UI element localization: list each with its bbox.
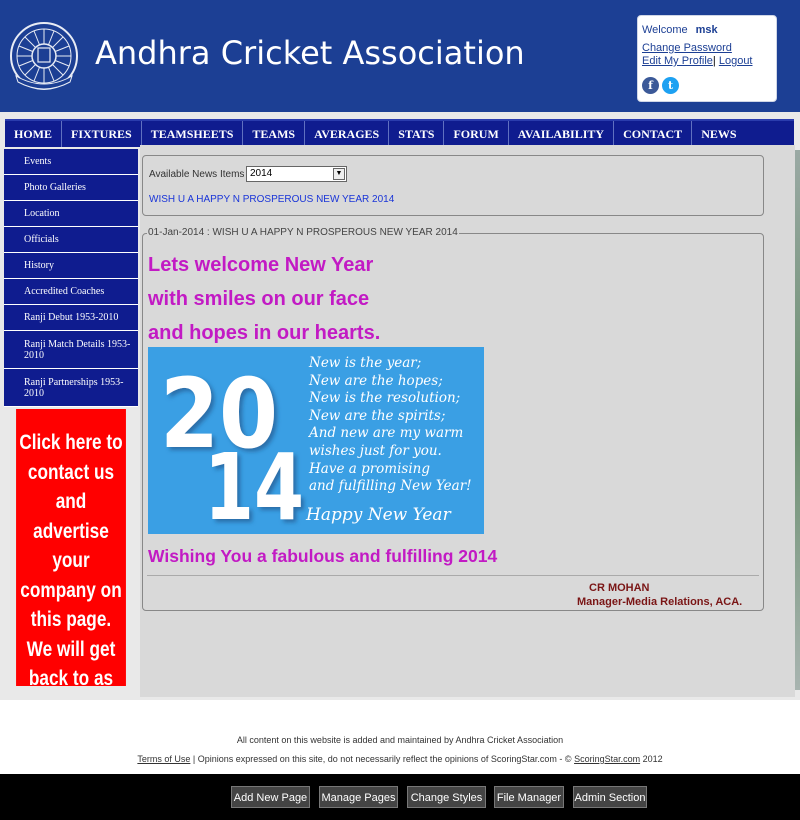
article-line-3: and hopes in our hearts. [148,322,381,344]
year-2014-graphic [148,347,308,541]
sidebar-item-photo-galleries[interactable]: Photo Galleries [4,175,138,201]
manage-pages-button[interactable]: Manage Pages [319,786,398,808]
poem-line: wishes just for you. [309,442,442,459]
edit-profile-link[interactable]: Edit My Profile [642,55,713,67]
change-password-link[interactable]: Change Password [642,42,732,54]
facebook-icon[interactable]: f [642,77,659,94]
news-year-select[interactable] [246,166,347,182]
admin-toolbar [0,774,800,820]
poem-line: New is the year; [309,355,422,371]
sidebar-item-location[interactable]: Location [4,201,138,227]
add-new-page-button[interactable]: Add New Page [231,786,310,808]
user-links [642,42,772,68]
poem-line: New is the resolution; [309,390,461,407]
nav-averages[interactable]: AVERAGES [305,121,389,147]
new-year-poem [309,355,472,496]
year-top-digits: 20 [160,358,278,470]
footer-maintained: All content on this website is added and maintained by Andhra Cricket Association [236,735,564,745]
link-separator: | [712,55,716,67]
footer-disclaimer: | Opinions expressed on this site, do not necessarily reflect the opinions of ScoringStar.com - © [190,754,575,764]
main-nav [5,119,794,147]
sidebar-item-events[interactable]: Events [4,149,138,175]
nav-teamsheets[interactable]: TEAMSHEETS [142,121,244,147]
poem-line: And new are my warm [309,425,464,442]
article-wish: Wishing You a fabulous and fulfilling 2014 [148,546,498,566]
username: msk [695,24,718,36]
article-line-1: Lets welcome New Year [148,254,374,276]
signature-title: Manager-Media Relations, ACA. [577,596,743,608]
scoringstar-link[interactable]: ScoringStar.com [574,754,641,764]
site-title: Andhra Cricket Association [95,34,525,72]
nav-contact[interactable]: CONTACT [614,121,692,147]
nav-home[interactable]: HOME [5,121,62,147]
new-year-card [148,347,484,541]
news-headline-link[interactable]: WISH U A HAPPY N PROSPEROUS NEW YEAR 2014 [149,194,395,205]
terms-of-use-link[interactable]: Terms of Use [137,754,191,764]
nav-fixtures[interactable]: FIXTURES [62,121,142,147]
advertise-banner[interactable]: Click here to contact us and advertise your company on this page. We will get back to as soon as possible. [16,409,126,686]
sidebar-item-accredited-coaches[interactable]: Accredited Coaches [4,279,138,305]
nav-forum[interactable]: FORUM [444,121,508,147]
sidebar-item-history[interactable]: History [4,253,138,279]
news-article [142,227,764,611]
news-selector-panel [142,155,764,216]
change-styles-button[interactable]: Change Styles [407,786,486,808]
year-bottom-digits: 14 [204,434,304,541]
article-divider [147,575,759,576]
sidebar-item-ranji-debut[interactable]: Ranji Debut 1953-2010 [4,305,138,331]
twitter-icon[interactable]: t [662,77,679,94]
happy-new-year-text: Happy New Year [306,505,451,525]
available-news-label: Available News Items [149,169,245,180]
sidebar-item-ranji-match-details[interactable]: Ranji Match Details 1953-2010 [4,331,138,369]
poem-line: New are the hopes; [309,372,443,389]
article-line-2: with smiles on our face [148,288,370,310]
user-panel [637,15,777,102]
social-links [642,77,679,94]
aca-logo-icon[interactable] [6,18,82,94]
sidebar-item-officials[interactable]: Officials [4,227,138,253]
nav-news[interactable]: NEWS [701,127,737,141]
footer-legal [0,754,800,764]
footer-year: 2012 [640,754,663,764]
poem-line: Have a promising [309,460,430,477]
background-strip [795,150,800,690]
sidebar [4,149,138,407]
signature-name: CR MOHAN [589,582,650,594]
welcome-label: Welcome [642,24,688,36]
site-header [0,0,800,112]
sidebar-item-ranji-partnerships[interactable]: Ranji Partnerships 1953-2010 [4,369,138,407]
admin-section-button[interactable]: Admin Section [573,786,647,808]
poem-line: and fulfilling New Year! [309,478,472,495]
nav-stats[interactable]: STATS [389,121,444,147]
nav-availability[interactable]: AVAILABILITY [509,121,614,147]
poem-line: New are the spirits; [309,407,446,424]
dropdown-arrow-icon[interactable]: ▼ [333,168,345,180]
selected-year: 2014 [250,168,273,179]
nav-teams[interactable]: TEAMS [243,121,305,147]
welcome-line [642,24,772,36]
file-manager-button[interactable]: File Manager [494,786,564,808]
logout-link[interactable]: Logout [718,55,753,67]
article-legend: 01-Jan-2014 : WISH U A HAPPY N PROSPEROUS NEW YEAR 2014 [148,227,458,238]
